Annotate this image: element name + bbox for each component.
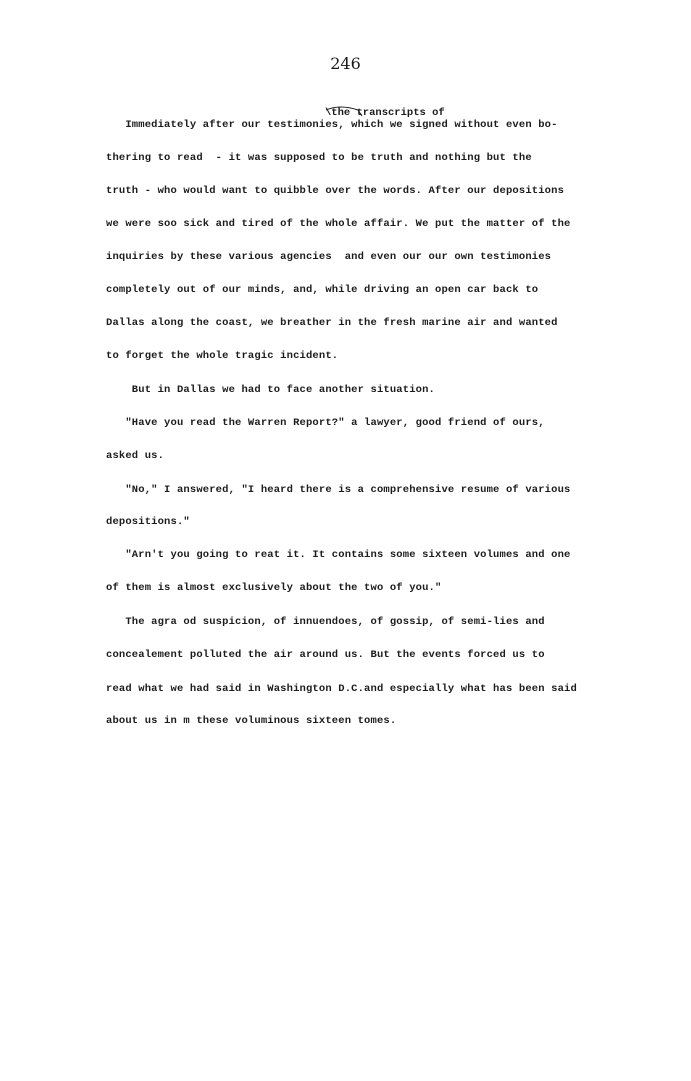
text-line: Dallas along the coast, we breather in the fresh marine air and wanted	[106, 317, 558, 329]
text-line: But in Dallas we had to face another situation.	[106, 384, 436, 396]
text-line: "Arn't you going to reat it. It contains some sixteen volumes and one	[106, 549, 571, 561]
text-line: depositions."	[106, 516, 190, 528]
text-line: asked us.	[106, 450, 165, 462]
handwritten-insertion: \the transcripts of	[325, 107, 445, 119]
text-line: The agra od suspicion, of innuendoes, of gossip, of semi-lies and	[106, 616, 545, 628]
text-line: to forget the whole tragic incident.	[106, 350, 339, 362]
page-number: 246	[330, 54, 361, 73]
text-line: we were soo sick and tired of the whole affair. We put the matter of the	[106, 218, 571, 230]
text-line: "Have you read the Warren Report?" a lawyer, good friend of ours,	[106, 417, 545, 429]
text-line: Immediately after our testimonies, which we signed without even bo-	[106, 119, 558, 131]
text-line: thering to read - it was supposed to be truth and nothing but the	[106, 152, 532, 164]
text-line: of them is almost exclusively about the two of you."	[106, 582, 442, 594]
text-line: inquiries by these various agencies and even our our own testimonies	[106, 251, 552, 263]
text-line: read what we had said in Washington D.C.and especially what has been said	[106, 683, 577, 695]
text-line: truth - who would want to quibble over the words. After our depositions	[106, 185, 565, 197]
text-line: concealement polluted the air around us. But the events forced us to	[106, 649, 545, 661]
text-line: completely out of our minds, and, while driving an open car back to	[106, 284, 539, 296]
text-line: "No," I answered, "I heard there is a comprehensive resume of various	[106, 484, 571, 496]
text-line: about us in m these voluminous sixteen tomes.	[106, 715, 397, 727]
